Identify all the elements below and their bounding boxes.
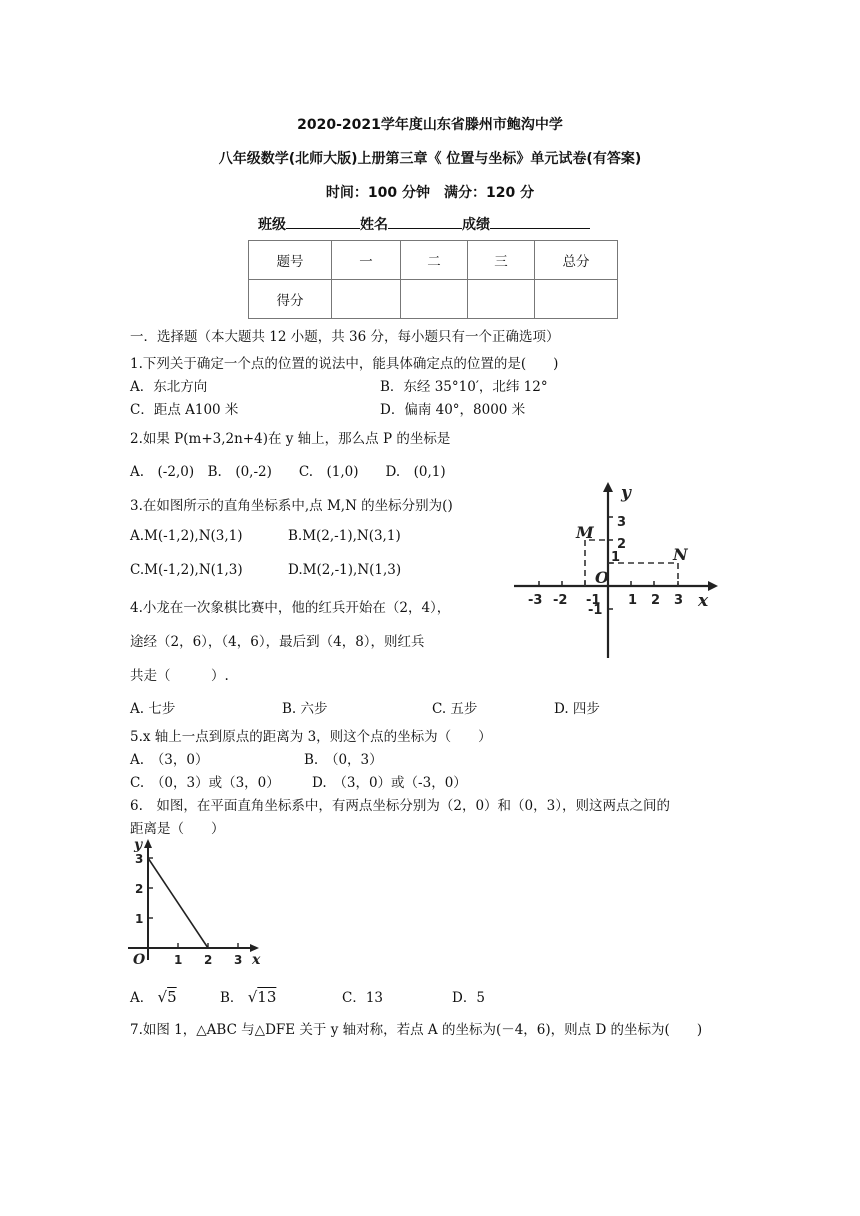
origin-label: O: [595, 568, 609, 587]
point-m-label: M: [576, 523, 594, 542]
origin-label: O: [133, 952, 146, 968]
y-tick-label: 3: [617, 515, 627, 530]
q3-stem: 3.在如图所示的直角坐标系中,点 M,N 的坐标分别为(): [130, 498, 453, 514]
q1-option-d[interactable]: D．偏南 40°，8000 米: [380, 402, 526, 418]
coordinate-figure-distance: [128, 836, 268, 970]
q6-line1: 6. 如图，在平面直角坐标系中，有两点坐标分别为（2，0）和（0，3），则这两点之间的: [130, 798, 670, 814]
q4-option-d[interactable]: D. 四步: [554, 701, 600, 717]
q6-line2: 距离是（ ）: [130, 821, 225, 837]
y-tick-label: 3: [135, 852, 144, 866]
score-table: [248, 240, 618, 319]
x-tick-label: 3: [674, 593, 684, 608]
sqrt-symbol-icon: √: [247, 988, 258, 1006]
score-input-cell[interactable]: [535, 280, 618, 319]
sqrt-symbol-icon: √: [157, 988, 168, 1006]
document-title: 2020-2021学年度山东省滕州市鲍沟中学: [297, 117, 563, 133]
x-tick-label: 2: [204, 953, 213, 967]
q3-option-b[interactable]: B.M(2,-1),N(3,1): [288, 528, 401, 544]
time-info: 时间：100 分钟 满分：120 分: [325, 185, 535, 201]
q5-option-d[interactable]: D. （3，0）或（-3，0）: [312, 775, 467, 791]
q4-line3: 共走（ ）.: [130, 668, 229, 684]
x-tick-label: 3: [234, 953, 243, 967]
score-input-cell[interactable]: [332, 280, 401, 319]
q1-option-b[interactable]: B．东经 35°10′，北纬 12°: [380, 379, 548, 395]
q1-option-a[interactable]: A．东北方向: [130, 379, 208, 395]
score-input-cell[interactable]: [401, 280, 468, 319]
q6-option-a-prefix: A．: [130, 990, 154, 1006]
class-blank: [286, 214, 360, 229]
table-cell: 得分: [249, 280, 332, 319]
q6-option-a-radicand: 5: [167, 988, 177, 1006]
y-tick-label: 2: [617, 537, 627, 552]
table-cell: 总分: [535, 241, 618, 280]
segment-line: [148, 858, 208, 948]
student-info-line: [258, 214, 590, 234]
x-arrowhead: [250, 944, 259, 952]
y-arrowhead: [603, 482, 613, 492]
score-table-score-row: [249, 280, 618, 319]
q6-option-b-prefix: B．: [220, 990, 244, 1006]
q4-option-c[interactable]: C. 五步: [432, 701, 478, 717]
class-label: 班级: [258, 217, 286, 233]
q4-option-a[interactable]: A. 七步: [130, 701, 176, 717]
table-cell: 三: [468, 241, 535, 280]
q6-option-c[interactable]: C．13: [342, 990, 384, 1006]
point-n-label: N: [673, 545, 688, 564]
x-tick-label: -2: [553, 593, 568, 608]
x-tick-label: -3: [528, 593, 543, 608]
q6-option-b[interactable]: [220, 986, 276, 1006]
name-label: 姓名: [360, 217, 388, 233]
y-tick-label: 1: [135, 912, 144, 926]
table-cell: 二: [401, 241, 468, 280]
score-table-header-row: [249, 241, 618, 280]
score-blank: [490, 214, 590, 229]
x-axis-label: x: [252, 952, 261, 968]
q2-options[interactable]: A. (-2,0) B. (0,-2) C. (1,0) D. (0,1): [130, 464, 446, 480]
q5-option-b[interactable]: B. （0，3）: [304, 752, 383, 768]
q6-option-a[interactable]: [130, 986, 177, 1006]
q6-option-d[interactable]: D．5: [452, 990, 485, 1006]
score-input-cell[interactable]: [468, 280, 535, 319]
x-arrowhead: [708, 581, 718, 591]
q5-option-a[interactable]: A. （3，0）: [130, 752, 209, 768]
q1-option-c[interactable]: C．距点 A100 米: [130, 402, 239, 418]
section-heading: 一．选择题（本大题共 12 小题，共 36 分，每小题只有一个正确选项）: [130, 329, 560, 345]
y-tick-label: -1: [588, 603, 603, 618]
y-axis-label: y: [621, 483, 631, 503]
y-axis-label: y: [134, 837, 143, 853]
q3-option-c[interactable]: C.M(-1,2),N(1,3): [130, 562, 243, 578]
q7-stem: 7.如图 1，△ABC 与△DFE 关于 y 轴对称，若点 A 的坐标为(－4，6)，则点 D 的坐标为( ): [130, 1022, 703, 1038]
table-cell: 一: [332, 241, 401, 280]
coordinate-figure-mn: [508, 476, 730, 664]
y-tick-label: 1: [611, 550, 621, 565]
x-tick-label: -1: [586, 593, 601, 608]
q5-option-c[interactable]: C. （0，3）或（3，0）: [130, 775, 280, 791]
name-blank: [388, 214, 462, 229]
q4-line1: 4.小龙在一次象棋比赛中，他的红兵开始在（2，4），: [130, 600, 451, 616]
q4-option-b[interactable]: B. 六步: [282, 701, 328, 717]
y-tick-label: 2: [135, 882, 144, 896]
x-tick-label: 1: [174, 953, 183, 967]
q3-option-d[interactable]: D.M(2,-1),N(1,3): [288, 562, 402, 578]
q6-option-b-radicand: 13: [257, 988, 277, 1006]
x-axis-label: x: [698, 591, 709, 611]
score-label: 成绩: [462, 217, 490, 233]
x-tick-label: 2: [651, 593, 661, 608]
table-cell: 题号: [249, 241, 332, 280]
q2-stem: 2.如果 P(m+3,2n+4)在 y 轴上，那么点 P 的坐标是: [130, 431, 451, 447]
q3-option-a[interactable]: A.M(-1,2),N(3,1): [130, 528, 243, 544]
q5-stem: 5.x 轴上一点到原点的距离为 3，则这个点的坐标为（ ）: [130, 729, 492, 745]
x-tick-label: 1: [628, 593, 638, 608]
y-arrowhead: [144, 839, 152, 848]
document-subtitle: 八年级数学(北师大版)上册第三章《 位置与坐标》单元试卷(有答案): [218, 151, 642, 167]
q1-stem: 1.下列关于确定一个点的位置的说法中，能具体确定点的位置的是( ): [130, 356, 559, 372]
q4-line2: 途经（2，6），（4，6），最后到（4，8），则红兵: [130, 634, 425, 650]
n-guide-lines: [608, 563, 678, 586]
